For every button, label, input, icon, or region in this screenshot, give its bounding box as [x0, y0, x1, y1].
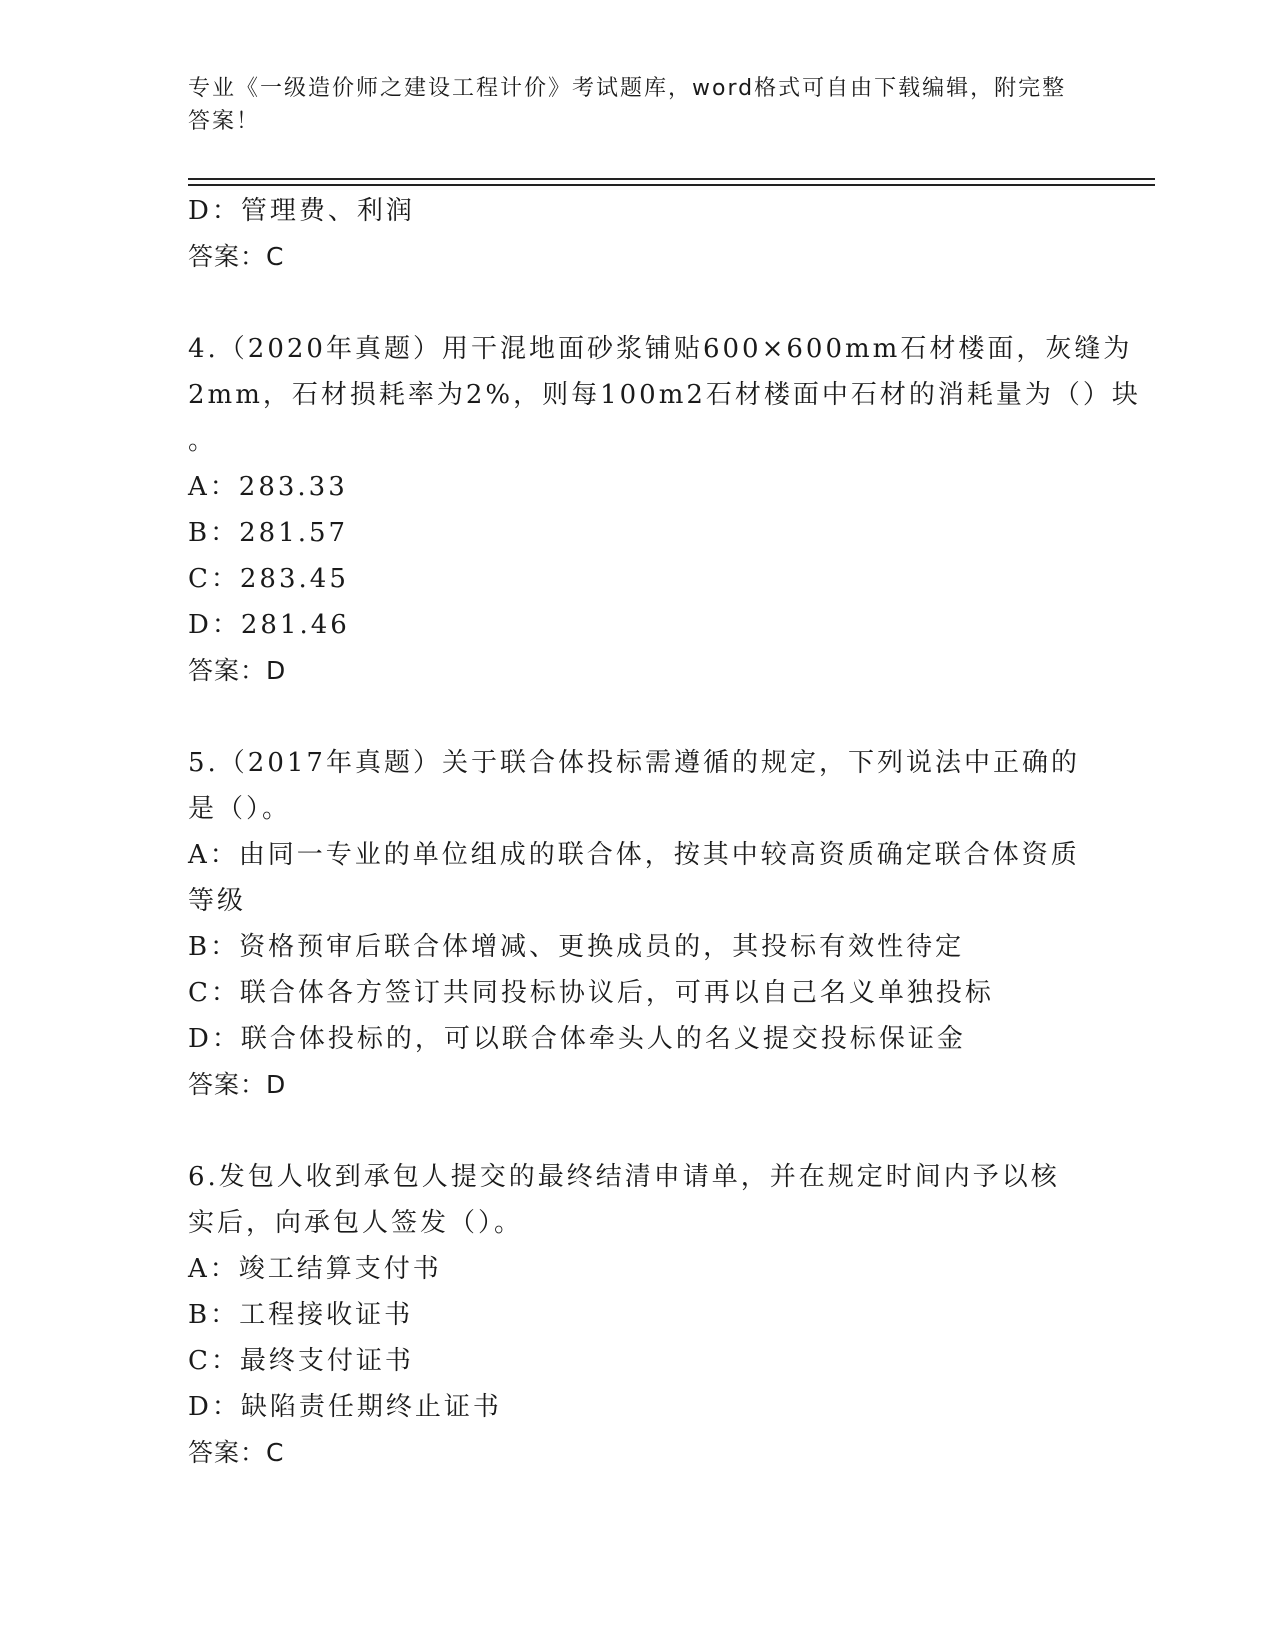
question-stem: 5.（2017年真题）关于联合体投标需遵循的规定，下列说法中正确的 — [188, 748, 1080, 778]
answer: 答案：D — [188, 656, 287, 685]
header-rule-bottom — [188, 184, 1155, 186]
option-c: C：283.45 — [188, 564, 349, 594]
question-stem: 实后，向承包人签发（）。 — [188, 1208, 524, 1238]
answer: 答案：D — [188, 1070, 287, 1099]
header-rule-top — [188, 178, 1155, 180]
option-a: A：竣工结算支付书 — [188, 1254, 442, 1284]
option-b: B：281.57 — [188, 518, 349, 548]
question-stem: 4.（2020年真题）用干混地面砂浆铺贴600×600mm石材楼面，灰缝为 — [188, 334, 1133, 364]
question-block-4 — [188, 326, 1141, 694]
option-a: A：由同一专业的单位组成的联合体，按其中较高资质确定联合体资质 — [188, 840, 1080, 870]
option-a-continued: 等级 — [188, 886, 247, 916]
option-c: C：联合体各方签订共同投标协议后，可再以自己名义单独投标 — [188, 978, 994, 1008]
spacer — [188, 280, 1088, 326]
question-stem: 6.发包人收到承包人提交的最终结清申请单，并在规定时间内予以核 — [188, 1162, 1060, 1192]
option-d: D：缺陷责任期终止证书 — [188, 1392, 502, 1422]
spacer — [188, 1108, 1088, 1154]
document-header: 专业《一级造价师之建设工程计价》考试题库，word格式可自由下载编辑，附完整答案！ — [188, 76, 1067, 134]
option-a: A：283.33 — [188, 472, 348, 502]
answer: 答案：C — [188, 1438, 285, 1467]
answer: 答案：C — [188, 242, 285, 271]
option-c: C：最终支付证书 — [188, 1346, 414, 1376]
spacer — [188, 694, 1088, 740]
question-stem: 。 — [188, 426, 218, 456]
question-stem: 2mm，石材损耗率为2%，则每100m2石材楼面中石材的消耗量为（）块 — [188, 380, 1141, 410]
option-d: D：281.46 — [188, 610, 350, 640]
option-b: B：工程接收证书 — [188, 1300, 414, 1330]
option-d: D：管理费、利润 — [188, 196, 415, 226]
question-stem: 是（）。 — [188, 794, 292, 824]
question-block-6 — [188, 1154, 1088, 1476]
option-b: B：资格预审后联合体增减、更换成员的，其投标有效性待定 — [188, 932, 965, 962]
question-block-5 — [188, 740, 1088, 1108]
option-d: D：联合体投标的，可以联合体牵头人的名义提交投标保证金 — [188, 1024, 966, 1054]
question-list — [188, 188, 1141, 1476]
question-block-3-tail — [188, 188, 1088, 280]
